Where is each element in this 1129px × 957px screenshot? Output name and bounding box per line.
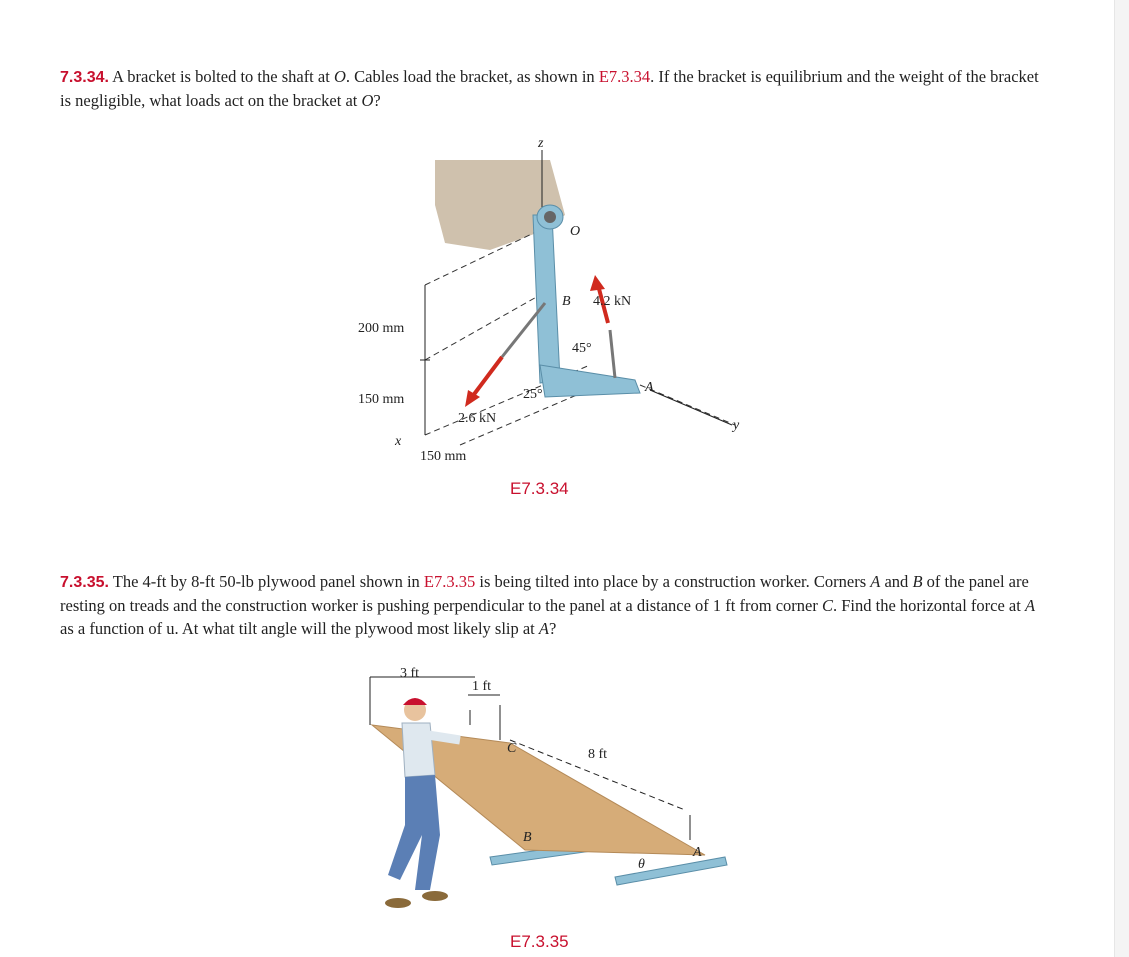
problem-number: 7.3.34. [60, 69, 109, 86]
label-x: x [395, 434, 402, 449]
label-dim-150mm-horizontal: 150 mm [420, 449, 467, 464]
variable-a: A [1024, 596, 1036, 615]
label-force-2-6kn: 2.6 kN [458, 411, 497, 426]
worker-cap [403, 698, 427, 705]
label-theta: θ [638, 857, 645, 872]
problem-text: . Cables load the bracket, as shown in [345, 67, 599, 86]
label-dim-1ft: 1 ft [472, 679, 492, 694]
variable-c: C [821, 596, 833, 615]
variable-o: O [361, 91, 374, 110]
bracket-illustration [350, 135, 740, 475]
plywood-illustration [360, 665, 760, 920]
label-dim-200mm: 200 mm [358, 321, 405, 336]
problem-text: of the panel are resting on treads and the construction worker is pushing perpendicular to the panel at a distance of 1 ft from corner [60, 572, 1029, 615]
problem-text: . If the bracket is equilibrium and the weight of the bracket is negligible, what loads act on the bracket at [60, 67, 1039, 110]
label-c: C [507, 741, 517, 756]
bolt-center [544, 211, 556, 223]
worker-boot [385, 898, 411, 908]
label-a: A [645, 380, 654, 395]
variable-a: A [538, 619, 549, 638]
label-o: O [570, 224, 581, 239]
problem-text: ? [549, 619, 557, 638]
worker-boot [422, 891, 448, 901]
problem-text: and [880, 572, 913, 591]
y-axis-line [650, 390, 732, 425]
problem-text: The 4-ft by 8-ft 50-lb plywood panel shown in [108, 572, 424, 591]
figure-reference-link[interactable]: E7.3.35 [423, 572, 476, 591]
figure-bracket-diagram [350, 135, 740, 475]
problem-7-3-35 [60, 570, 1040, 640]
worker-arm [428, 735, 460, 740]
label-b: B [562, 294, 571, 309]
label-dim-150mm-vertical: 150 mm [358, 392, 405, 407]
tread-a [615, 857, 727, 885]
figure-reference-link[interactable]: E7.3.34 [598, 67, 651, 86]
problem-number: 7.3.35. [60, 574, 109, 591]
label-y: y [733, 418, 740, 433]
label-dim-3ft: 3 ft [400, 666, 420, 681]
variable-o: O [333, 67, 346, 86]
label-a: A [693, 845, 702, 860]
problem-7-3-34 [60, 65, 1040, 112]
label-b: B [523, 830, 532, 845]
problem-text: ? [373, 91, 381, 110]
variable-a: A [870, 572, 881, 591]
label-force-4-2kn: 4.2 kN [593, 294, 632, 309]
label-angle-25: 25° [523, 387, 543, 402]
figure-caption: E7.3.34 [510, 479, 569, 498]
variable-b: B [912, 572, 923, 591]
problem-text: . Find the horizontal force at [832, 596, 1025, 615]
figure-caption: E7.3.35 [510, 932, 569, 951]
cable-a [610, 330, 615, 378]
label-dim-8ft: 8 ft [588, 747, 608, 762]
force-arrow-2-6kn [472, 357, 502, 397]
bracket-arm-vertical [533, 215, 560, 383]
figure-plywood-diagram [360, 665, 760, 920]
problem-text: A bracket is bolted to the shaft at [108, 67, 334, 86]
label-angle-45: 45° [572, 341, 592, 356]
label-z: z [538, 136, 544, 151]
worker-jeans [388, 775, 440, 890]
bracket-arm-horizontal [540, 365, 640, 397]
problem-text: as a function of u. At what tilt angle will the plywood most likely slip at [60, 619, 539, 638]
problem-text: is being tilted into place by a construction worker. Corners [475, 572, 871, 591]
vertical-scrollbar[interactable] [1114, 0, 1129, 957]
